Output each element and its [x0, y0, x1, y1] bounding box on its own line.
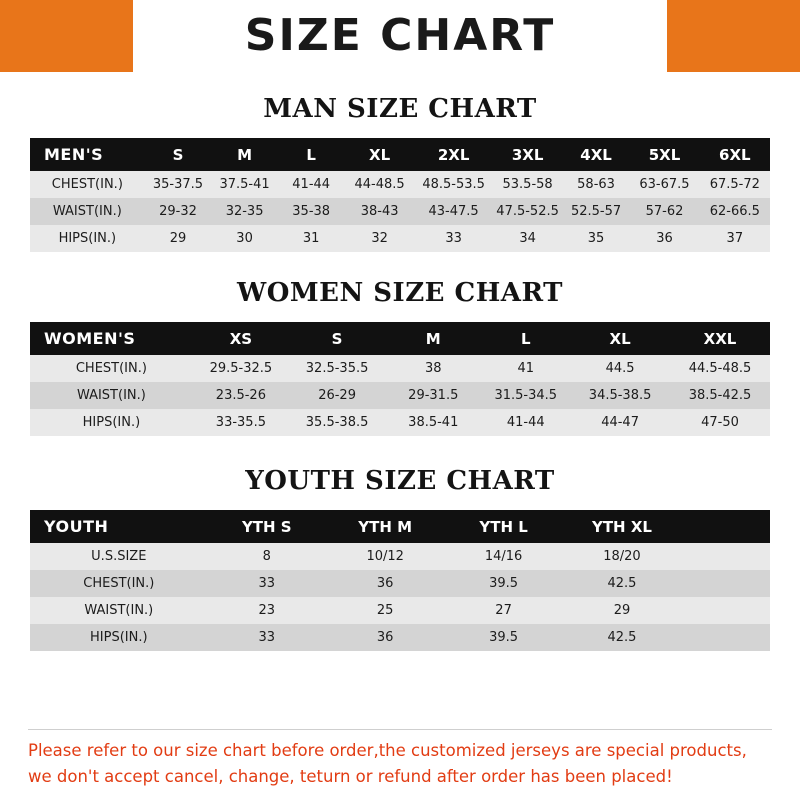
women-header-cell: XS — [193, 322, 289, 355]
man-header-cell: 5XL — [629, 138, 699, 171]
youth-header-cell: YTH M — [326, 510, 444, 543]
cell: 38 — [385, 355, 481, 382]
women-header-cell: M — [385, 322, 481, 355]
cell: 42.5 — [563, 570, 681, 597]
cell: 32-35 — [211, 198, 278, 225]
man-header-cell: XL — [344, 138, 414, 171]
cell: 27 — [444, 597, 562, 624]
row-label: HIPS(IN.) — [30, 624, 208, 651]
cell: 14/16 — [444, 543, 562, 570]
women-header-cell: XL — [570, 322, 670, 355]
cell: 39.5 — [444, 570, 562, 597]
cell: 41 — [481, 355, 570, 382]
man-header-cell: 4XL — [563, 138, 630, 171]
footer-note-line2: we don't accept cancel, change, teturn or refund after order has been placed! — [28, 767, 673, 786]
row-label: U.S.SIZE — [30, 543, 208, 570]
cell: 38.5-41 — [385, 409, 481, 436]
cell: 35-37.5 — [145, 171, 212, 198]
man-size-table — [30, 138, 770, 252]
youth-size-table — [30, 510, 770, 651]
man-header-row — [30, 138, 770, 171]
cell: 31.5-34.5 — [481, 382, 570, 409]
cell: 42.5 — [563, 624, 681, 651]
cell: 33 — [208, 570, 326, 597]
man-header-cell: M — [211, 138, 278, 171]
table-row — [30, 382, 770, 409]
youth-header-cell: YTH S — [208, 510, 326, 543]
cell: 52.5-57 — [563, 198, 630, 225]
cell: 41-44 — [278, 171, 345, 198]
man-header-cell: S — [145, 138, 212, 171]
women-header-cell: L — [481, 322, 570, 355]
cell: 53.5-58 — [492, 171, 562, 198]
table-row — [30, 409, 770, 436]
cell: 36 — [629, 225, 699, 252]
table-row — [30, 355, 770, 382]
cell: 35 — [563, 225, 630, 252]
cell: 32 — [344, 225, 414, 252]
cell: 32.5-35.5 — [289, 355, 385, 382]
cell: 44.5-48.5 — [670, 355, 770, 382]
header-banner — [0, 0, 800, 72]
cell: 43-47.5 — [415, 198, 493, 225]
section-title-women: WOMEN SIZE CHART — [237, 278, 563, 308]
table-row — [30, 225, 770, 252]
women-table-wrap — [0, 322, 800, 436]
table-row — [30, 597, 770, 624]
row-label: HIPS(IN.) — [30, 409, 193, 436]
table-row — [30, 543, 770, 570]
cell: 44.5 — [570, 355, 670, 382]
cell: 39.5 — [444, 624, 562, 651]
cell: 33 — [208, 624, 326, 651]
cell: 29-32 — [145, 198, 212, 225]
cell: 29 — [563, 597, 681, 624]
cell: 36 — [326, 570, 444, 597]
cell: 44-47 — [570, 409, 670, 436]
footer-note-line1: Please refer to our size chart before order,the customized jerseys are special products, — [28, 741, 747, 760]
cell: 26-29 — [289, 382, 385, 409]
row-label: WAIST(IN.) — [30, 382, 193, 409]
cell-spacer — [681, 570, 770, 597]
cell: 44-48.5 — [344, 171, 414, 198]
cell: 18/20 — [563, 543, 681, 570]
women-header-cell: XXL — [670, 322, 770, 355]
row-label: WAIST(IN.) — [30, 597, 208, 624]
cell: 37 — [700, 225, 770, 252]
cell: 33 — [415, 225, 493, 252]
cell: 41-44 — [481, 409, 570, 436]
row-label: CHEST(IN.) — [30, 570, 208, 597]
footer-note-wrap — [0, 729, 800, 800]
youth-header-row — [30, 510, 770, 543]
youth-header-cell: YOUTH — [30, 510, 208, 543]
table-row — [30, 570, 770, 597]
cell: 47-50 — [670, 409, 770, 436]
cell: 63-67.5 — [629, 171, 699, 198]
women-header-row — [30, 322, 770, 355]
youth-header-spacer — [681, 510, 770, 543]
cell: 29 — [145, 225, 212, 252]
cell: 36 — [326, 624, 444, 651]
cell: 34 — [492, 225, 562, 252]
cell: 35.5-38.5 — [289, 409, 385, 436]
cell: 38.5-42.5 — [670, 382, 770, 409]
table-row — [30, 198, 770, 225]
cell-spacer — [681, 543, 770, 570]
cell: 31 — [278, 225, 345, 252]
youth-header-cell: YTH XL — [563, 510, 681, 543]
cell: 37.5-41 — [211, 171, 278, 198]
women-header-cell: WOMEN'S — [30, 322, 193, 355]
man-header-cell: MEN'S — [30, 138, 145, 171]
cell: 10/12 — [326, 543, 444, 570]
table-row — [30, 171, 770, 198]
page-title: SIZE CHART — [244, 10, 556, 61]
row-label: CHEST(IN.) — [30, 171, 145, 198]
man-header-cell: 6XL — [700, 138, 770, 171]
cell: 23.5-26 — [193, 382, 289, 409]
youth-header-cell: YTH L — [444, 510, 562, 543]
cell: 23 — [208, 597, 326, 624]
women-size-table — [30, 322, 770, 436]
cell: 38-43 — [344, 198, 414, 225]
cell: 25 — [326, 597, 444, 624]
cell: 58-63 — [563, 171, 630, 198]
man-header-cell: 3XL — [492, 138, 562, 171]
section-title-man: MAN SIZE CHART — [263, 94, 537, 124]
cell-spacer — [681, 597, 770, 624]
row-label: HIPS(IN.) — [30, 225, 145, 252]
cell: 30 — [211, 225, 278, 252]
cell: 47.5-52.5 — [492, 198, 562, 225]
women-header-cell: S — [289, 322, 385, 355]
cell: 8 — [208, 543, 326, 570]
row-label: WAIST(IN.) — [30, 198, 145, 225]
cell: 57-62 — [629, 198, 699, 225]
cell: 33-35.5 — [193, 409, 289, 436]
man-header-cell: 2XL — [415, 138, 493, 171]
cell: 48.5-53.5 — [415, 171, 493, 198]
table-row — [30, 624, 770, 651]
cell: 34.5-38.5 — [570, 382, 670, 409]
section-title-youth: YOUTH SIZE CHART — [245, 466, 555, 496]
cell: 29.5-32.5 — [193, 355, 289, 382]
row-label: CHEST(IN.) — [30, 355, 193, 382]
divider — [28, 729, 772, 730]
cell: 67.5-72 — [700, 171, 770, 198]
cell-spacer — [681, 624, 770, 651]
man-header-cell: L — [278, 138, 345, 171]
man-table-wrap — [0, 138, 800, 252]
cell: 29-31.5 — [385, 382, 481, 409]
cell: 62-66.5 — [700, 198, 770, 225]
youth-table-wrap — [0, 510, 800, 651]
cell: 35-38 — [278, 198, 345, 225]
